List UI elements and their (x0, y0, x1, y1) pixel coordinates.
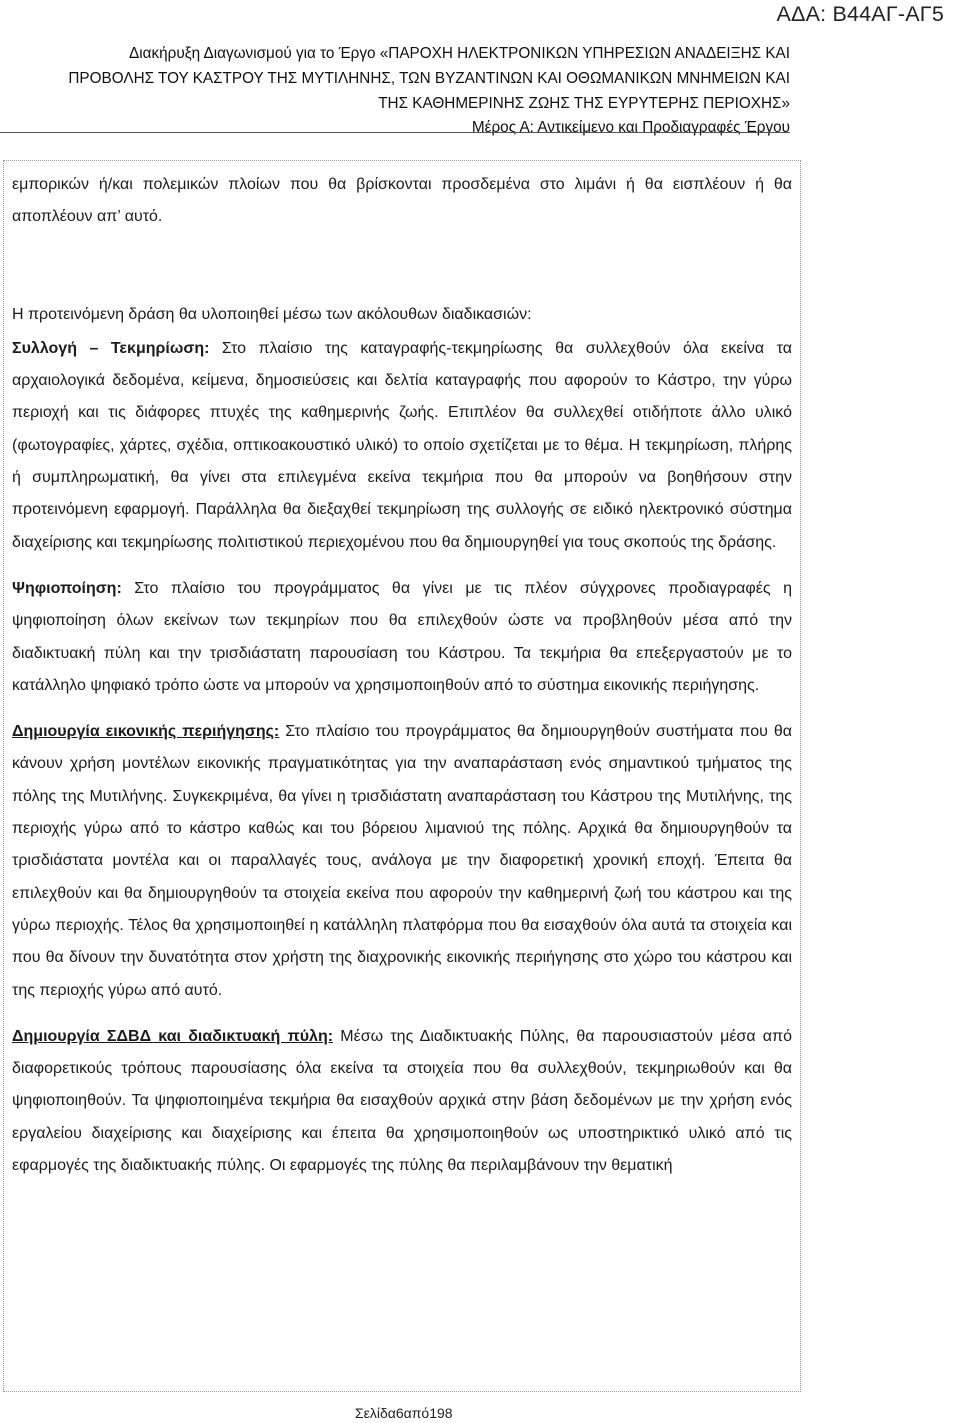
section-virtual-tour (12, 716, 792, 1007)
header-line: ΤΗΣ ΚΑΘΗΜΕΡΙΝΗΣ ΖΩΗΣ ΤΗΣ ΕΥΡΥΤΕΡΗΣ ΠΕΡΙΟΧΗΣ» (378, 94, 790, 112)
section-text: Μέσω της Διαδικτυακής Πύλης, θα παρουσιαστούν μέσα από διαφορετικούς τρόπους παρουσίασης όλα εκείνα τα στοιχεία που θα συλλεχθούν, τεκμηριωθούν και θα ψηφιοποιηθούν. Τα ψηφιοποιημένα τεκμήρια θα εισαχθούν αρχικά στην βάση δεδομένων με την χρήση ενός εργαλείου διαχείρισης και διαχείρισης και έπειτα θα χρησιμοποιηθούν ως υποστηρικτικό υλικό από τις εφαρμογές της διαδικτυακής πύλης. Οι εφαρμογές της πύλης θα περιλαμβάνουν την θεματική (12, 1027, 792, 1175)
section-label: Δημιουργία ΣΔΒΔ και διαδικτυακή πύλη: (12, 1027, 334, 1045)
document-body (12, 169, 792, 1182)
section-label: Ψηφιοποίηση: (12, 579, 122, 597)
section-text: Στο πλαίσιο του προγράμματος θα γίνει με τις πλέον σύγχρονες προδιαγραφές η ψηφιοποίηση όλων εκείνων των τεκμηρίων που θα επιλεχθούν ώστε να προβληθούν μέσα από την διαδικτυακή πύλη και την τρισδιάστατη παρουσίαση του Κάστρου. Τα τεκμήρια θα επεξεργαστούν με το κατάλληλο ψηφιακό τρόπο ώστε να μπορούν να χρησιμοποιηθούν από το σύστημα εικονικής περιήγησης. (12, 579, 792, 694)
lead-in-paragraph: Η προτεινόμενη δράση θα υλοποιηθεί μέσω των ακόλουθων διαδικασιών: (12, 305, 532, 323)
header-section-title: Μέρος Α: Αντικείμενο και Προδιαγραφές Έργου (471, 119, 790, 137)
document-header (0, 42, 790, 141)
ada-code: ΑΔΑ: Β44ΑΓ-ΑΓ5 (776, 2, 944, 26)
section-dbms-portal (12, 1021, 792, 1182)
section-collection-documentation (12, 333, 792, 559)
paragraph-spacer (12, 1007, 792, 1021)
section-label: Δημιουργία εικονικής περιήγησης: (12, 723, 280, 741)
paragraph-spacer (12, 702, 792, 716)
header-line: ΠΡΟΒΟΛΗΣ ΤΟΥ ΚΑΣΤΡΟΥ ΤΗΣ ΜΥΤΙΛΗΝΗΣ, ΤΩΝ ΒΥΖΑΝΤΙΝΩΝ ΚΑΙ ΟΘΩΜΑΝΙΚΩΝ ΜΝΗΜΕΙΩΝ ΚΑΙ (68, 69, 790, 87)
header-divider (0, 132, 790, 133)
paragraph-spacer (12, 559, 792, 573)
intro-continuation-paragraph: εμπορικών ή/και πολεμικών πλοίων που θα βρίσκονται προσδεμένα στο λιμάνι ή θα εισπλέουν ή θα αποπλέουν απ’ αυτό. (12, 176, 792, 226)
section-digitization (12, 573, 792, 702)
paragraph-spacer (12, 234, 792, 299)
section-text: Στο πλαίσιο του προγράμματος θα δημιουργηθούν συστήματα που θα κάνουν χρήση μοντέλων εικονικής πραγματικότητας για την αναπαράσταση ενός σημαντικού τμήματος της πόλης της Μυτιλήνης. Συγκεκριμένα, θα γίνει η τρισδιάστατη αναπαράσταση του Κάστρου της Μυτιλήνης, της περιοχής γύρω από το κάστρο καθώς και του βόρειου λιμανιού της πόλης. Αρχικά θα δημιουργηθούν τα τρισδιάστατα μοντέλα και οι παραλλαγές τους, ανάλογα με την διαφορετική χρονική εποχή. Έπειτα θα επιλεχθούν και θα δημιουργηθούν τα στοιχεία εκείνα που αφορούν την καθημερινή ζωή του κάστρου και της γύρω περιοχής. Τέλος θα χρησιμοποιηθεί η κατάλληλη πλατφόρμα που θα εισαχθούν όλα αυτά τα στοιχεία και που θα δίνουν την δυνατότητα στον χρήστη της διαχρονικής εικονικής περιήγησης στο χώρο του κάστρου και της περιοχής γύρω από αυτό. (12, 723, 793, 999)
page-number: Σελίδα6από198 (355, 1405, 453, 1421)
section-label: Συλλογή – Τεκμηρίωση: (12, 339, 210, 357)
header-line: Διακήρυξη Διαγωνισμού για το Έργο «ΠΑΡΟΧΗ ΗΛΕΚΤΡΟΝΙΚΩΝ ΥΠΗΡΕΣΙΩΝ ΑΝΑΔΕΙΞΗΣ ΚΑΙ (129, 45, 790, 62)
section-text: Στο πλαίσιο της καταγραφής-τεκμηρίωσης θα συλλεχθούν όλα εκείνα τα αρχαιολογικά δεδομένα, κείμενα, δημοσιεύσεις και δελτία καταγραφής που αφορούν το Κάστρο, την γύρω περιοχή και τις διάφορες πτυχές της καθημερινής ζωής. Επιπλέον θα συλλεχθεί οτιδήποτε άλλο υλικό (φωτογραφίες, χάρτες, σχέδια, οπτικοακουστικό υλικό) το οποίο σχετίζεται με το θέμα. Η τεκμηρίωση, πλήρης ή συμπληρωματική, θα γίνει στα επιλεγμένα εκείνα τεκμήρια που θα μπορούν να βοηθήσουν στην προτεινόμενη εφαρμογή. Παράλληλα θα διεξαχθεί τεκμηρίωση της συλλογής σε ειδικό ηλεκτρονικό σύστημα διαχείρισης και τεκμηρίωσης πολιτιστικού περιεχομένου που θα δημιουργηθεί για τους σκοπούς της δράσης. (12, 339, 792, 551)
